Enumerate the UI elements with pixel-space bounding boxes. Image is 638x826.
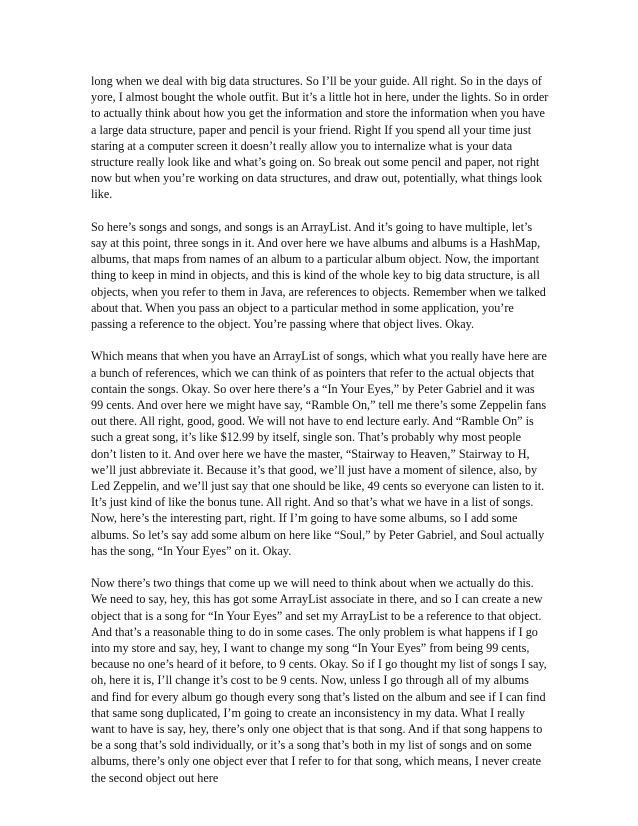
paragraph-3: Which means that when you have an ArrayList of songs, which what you really have here are a bunch of references, which we can think of as pointers that refer to the actual objects that contain the songs. Okay. So over here there’s a “In Your Eyes,” by Peter Gabriel and it was 99 cents. And over here we might have say, “Ramble On,” tell me there’s some Zeppelin fans out there. All right, good, good. We will not have to end lecture early. And “Ramble On” is such a great song, it’s like $12.99 by itself, single son. That’s probably why most people don’t listen to it. And over here we have the master, “Stairway to Heaven,” Stairway to H, we’ll just abbreviate it. Because it’s that good, we’ll just have a moment of silence, also, by Led Zeppelin, and we’ll just say that one should be like, 49 cents so everyone can listen to it. It’s just kind of like the bonus tune. All right. And so that’s what we have in a list of songs. Now, here’s the interesting part, right. If I’m going to have some albums, so I add some albums. So let’s say add some album on here like “Soul,” by Peter Gabriel, and Soul actually has the song, “In Your Eyes” on it. Okay.	[91, 349, 547, 558]
paragraph-1: long when we deal with big data structures. So I’ll be your guide. All right. So in the days of yore, I almost bought the whole outfit. But it’s a little hot in here, under the lights. So in order to actually think about how you get the information and store the information when you have a large data structure, paper and pencil is your friend. Right If you spend all your time just staring at a computer screen it doesn’t really allow you to internalize what is your data structure really look like and what’s going on. So break out some pencil and paper, not right now but when you’re working on data structures, and draw out, potentially, what things look like.	[91, 74, 549, 202]
paragraph-4: Now there’s two things that come up we will need to think about when we actually do this. We need to say, hey, this has got some ArrayList associate in there, and so I can create a new object that is a song for “In Your Eyes” and set my ArrayList to be a reference to that object. And that’s a reasonable thing to do in some cases. The only problem is what happens if I go into my store and say, hey, I want to change my song “In Your Eyes” from being 99 cents, because no one’s heard of it before, to 9 cents. Okay. So if I go thought my list of songs I say, oh, here it is, I’ll change it’s cost to be 9 cents. Now, unless I go through all of my albums and find for every album go though every song that’s listed on the album and see if I can find that same song duplicated, I’m going to create an inconsistency in my data. What I really want to have is say, hey, there’s only one object that is that song. And if that song happens to be a song that’s sold individually, or it’s a song that’s both in my list of songs and on some albums, there’s only one object ever that I refer to for that song, which means, I never create the second object out here	[91, 576, 547, 785]
paragraph-2: So here’s songs and songs, and songs is an ArrayList. And it’s going to have multiple, let’s say at this point, three songs in it. And over here we have albums and albums is a HashMap, albums, that maps from names of an album to a particular album object. Now, the important thing to keep in mind in objects, and this is kind of the whole key to big data structure, is all objects, when you refer to them in Java, are references to objects. Remember when we talked about that. When you pass an object to a particular method in some application, you’re passing a reference to the object. You’re passing where that object lives. Okay.	[91, 219, 546, 332]
document-body	[91, 73, 549, 786]
